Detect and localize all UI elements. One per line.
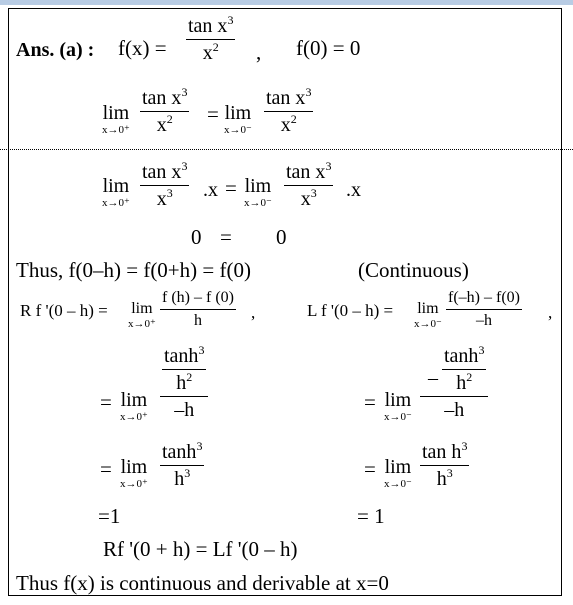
conclusion: Thus f(x) is continuous and derivable at x=0	[16, 571, 389, 595]
times-x: .x	[203, 179, 218, 201]
function-lhs: f(x) =	[118, 36, 167, 60]
fraction-left: $\tan x^3$ $x^2$	[266, 85, 312, 136]
minus-sign: –	[428, 367, 438, 389]
equals-sign: =	[220, 225, 232, 249]
limit-right: lim x→0⁺	[120, 456, 148, 490]
result-right: =1	[98, 504, 121, 528]
right-derivative-fraction: f (h) – f (0) h	[162, 289, 234, 329]
limit-left: lim x→0⁻	[414, 300, 442, 330]
equals-sign: =	[225, 176, 237, 200]
limit-right: lim x→0⁺	[120, 389, 148, 423]
equals-sign: =	[100, 390, 112, 414]
limit-left: lim x→0⁻	[384, 456, 412, 490]
fraction-left: $\tan x^3$ $x^3$	[286, 159, 332, 210]
thus-statement: Thus, f(0–h) = f(0+h) = f(0)	[16, 258, 251, 282]
limit-right: lim x→0⁺	[102, 102, 130, 136]
left-derivative-lhs: L f '(0 – h) =	[307, 301, 394, 320]
fraction-right: $\tan x^3$ $x^2$	[142, 85, 188, 136]
limit-left: lim x→0⁻	[224, 102, 252, 136]
f-zero: f(0) = 0	[296, 36, 361, 60]
dotted-divider	[0, 149, 573, 150]
fraction-right: $\tanh^3$ $h^3$	[162, 439, 203, 490]
definition-fraction: $\tan x^3$ $x^2$	[188, 13, 234, 64]
continuous-note: (Continuous)	[358, 258, 469, 282]
limit-left: lim x→0⁻	[384, 389, 412, 423]
limit-left: lim x→0⁻	[244, 175, 272, 209]
fraction-right: $\tan x^3$ $x^3$	[142, 159, 188, 210]
equals-sign: =	[364, 390, 376, 414]
limit-right: lim x→0⁺	[128, 300, 156, 330]
compound-fraction-left: $\tanh^3$ $h^2$ –h	[420, 346, 488, 420]
left-derivative-fraction: f(–h) – f(0) –h	[448, 289, 520, 329]
right-derivative-lhs: R f '(0 – h) =	[20, 301, 108, 320]
comma: ,	[251, 303, 256, 322]
derivatives-equal: Rf '(0 + h) = Lf '(0 – h)	[103, 537, 298, 561]
equals-sign: =	[207, 102, 219, 126]
compound-fraction-right: $\tanh^3$ $h^2$ –h	[160, 346, 208, 420]
equals-sign: =	[100, 457, 112, 481]
fraction-left: $\tan h^3$ $h^3$	[422, 439, 468, 490]
times-x: .x	[346, 179, 361, 201]
comma: ,	[548, 303, 553, 322]
window-top-bar	[0, 0, 573, 5]
comma: ,	[256, 40, 262, 64]
answer-label: Ans. (a) :	[16, 39, 95, 61]
zero-left: 0	[191, 225, 202, 249]
equals-sign: =	[364, 457, 376, 481]
limit-right: lim x→0⁺	[102, 175, 130, 209]
result-left: = 1	[357, 504, 385, 528]
zero-right: 0	[276, 225, 287, 249]
